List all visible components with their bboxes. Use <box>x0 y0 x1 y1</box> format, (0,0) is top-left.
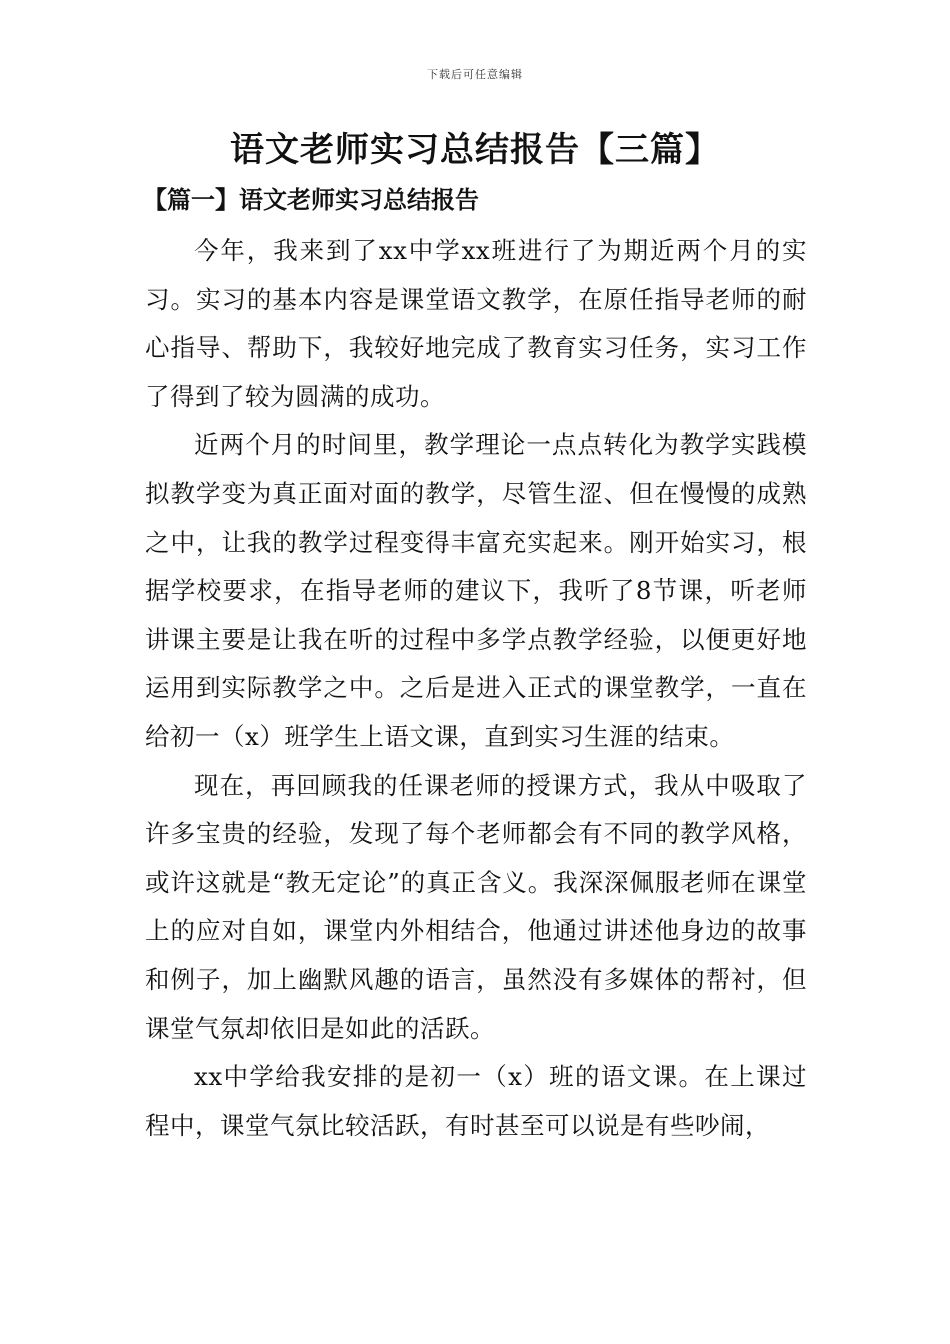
document-body <box>145 227 807 1150</box>
header-note: 下载后可任意编辑 <box>427 68 523 81</box>
document-title: 语文老师实习总结报告【三篇】 <box>230 130 720 170</box>
section-heading: 【篇一】语文老师实习总结报告 <box>143 185 479 214</box>
paragraph-1: 今年，我来到了xx中学xx班进行了为期近两个月的实习。实习的基本内容是课堂语文教学，在原任指导老师的耐心指导、帮助下，我较好地完成了教育实习任务，实习工作了得到了较为圆满的成功。 <box>145 236 807 411</box>
paragraph-2: 近两个月的时间里，教学理论一点点转化为教学实践模拟教学变为真正面对面的教学，尽管生涩、但在慢慢的成熟之中，让我的教学过程变得丰富充实起来。刚开始实习，根据学校要求，在指导老师的建议下，我听了8节课，听老师讲课主要是让我在听的过程中多学点教学经验，以便更好地运用到实际教学之中。之后是进入正式的课堂教学，一直在给初一（x）班学生上语文课，直到实习生涯的结束。 <box>145 430 807 751</box>
paragraph-4: xx中学给我安排的是初一（x）班的语文课。在上课过程中，课堂气氛比较活跃，有时甚至可以说是有些吵闹， <box>145 1062 807 1140</box>
paragraph-3: 现在，再回顾我的任课老师的授课方式，我从中吸取了许多宝贵的经验，发现了每个老师都会有不同的教学风格，或许这就是“教无定论”的真正含义。我深深佩服老师在课堂上的应对自如，课堂内外相结合，他通过讲述他身边的故事和例子，加上幽默风趣的语言，虽然没有多媒体的帮衬，但课堂气氛却依旧是如此的活跃。 <box>145 770 807 1043</box>
